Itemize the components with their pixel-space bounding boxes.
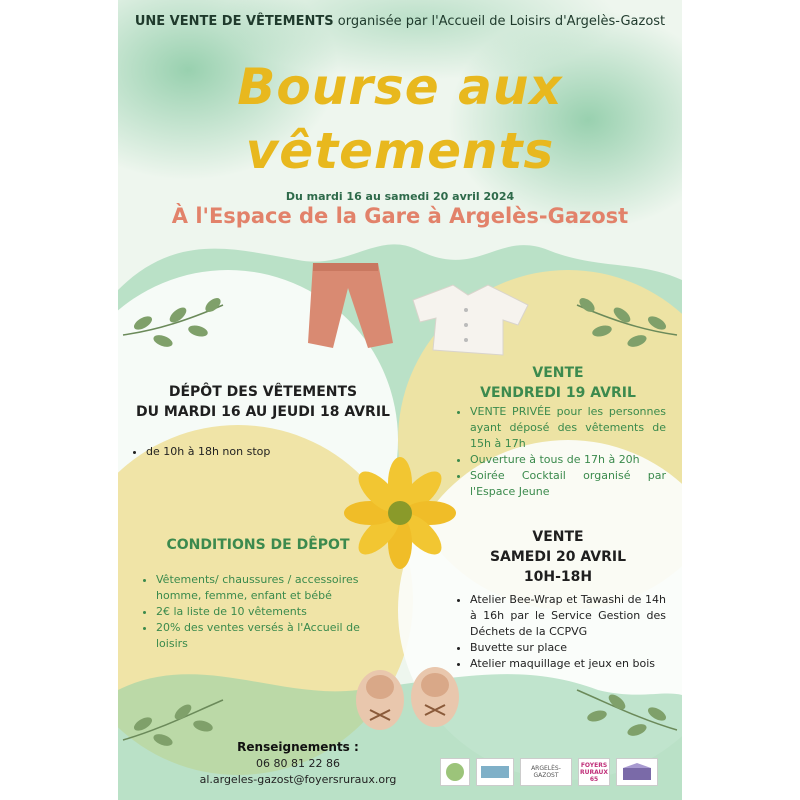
sunflower-illustration: [340, 455, 460, 575]
conditions-list: [142, 572, 372, 652]
partner-logo-argeles: ARGELÈS-GAZOST: [520, 758, 572, 786]
header-suffix: organisée par l'Accueil de Loisirs d'Argelès-Gazost: [337, 14, 666, 29]
baby-shoes-illustration: [350, 665, 465, 735]
depot-section: [128, 382, 398, 422]
event-place: À l'Espace de la Gare à Argelès-Gazost: [171, 204, 629, 228]
list-item: • VENTE PRIVÉE pour les personnes ayant déposé des vêtements de 15h à 17h: [470, 404, 666, 452]
list-item: • 20% des ventes versés à l'Accueil de loisirs: [156, 620, 372, 652]
list-item: • Atelier Bee-Wrap et Tawashi de 14h à 16h par le Service Gestion des Déchets de la CCPVG: [470, 592, 666, 640]
list-item: • Ouverture à tous de 17h à 20h: [470, 452, 666, 468]
partner-logo-2: [476, 758, 514, 786]
shirt-illustration: [408, 280, 533, 360]
vendredi-section: [443, 363, 673, 403]
contact-title: Renseignements :: [237, 740, 359, 754]
samedi-list: [456, 592, 666, 672]
header-line: [118, 14, 682, 29]
conditions-title: CONDITIONS DE DÊPOT: [166, 537, 350, 553]
header-prefix: UNE VENTE DE VÊTEMENTS: [134, 14, 334, 29]
partner-logo-5: [616, 758, 658, 786]
partner-logos: [440, 758, 670, 786]
contact-phone: 06 80 81 22 86: [256, 757, 340, 770]
list-item: • Buvette sur place: [470, 640, 666, 656]
leaf-branch-right-bottom: [572, 680, 682, 750]
list-item: • 2€ la liste de 10 vêtements: [156, 604, 372, 620]
leaf-branch-left-top: [118, 295, 228, 365]
depot-title-line-1: DÉPÔT DES VÊTEMENTS: [168, 384, 358, 400]
vendredi-list: [456, 404, 666, 500]
samedi-title-line-1: VENTE: [532, 529, 584, 545]
list-item: • Atelier maquillage et jeux en bois: [470, 656, 666, 672]
partner-logo-foyers-ruraux: FOYERS RURAUX 65: [578, 758, 610, 786]
pants-illustration: [298, 258, 398, 358]
partner-logo-1: [440, 758, 470, 786]
list-item: • Soirée Cocktail organisé par l'Espace Jeune: [470, 468, 666, 500]
leaf-branch-right-top: [572, 295, 682, 365]
event-dates: Du mardi 16 au samedi 20 avril 2024: [285, 190, 515, 203]
depot-title-line-2: DU MARDI 16 AU JEUDI 18 AVRIL: [136, 404, 390, 420]
title-line-2: vêtements: [245, 122, 555, 180]
title-line-1: Bourse aux: [237, 58, 563, 116]
poster: [118, 0, 682, 800]
samedi-title-line-2: SAMEDI 20 AVRIL: [489, 549, 627, 565]
samedi-section: [443, 527, 673, 587]
vendredi-title-line-2: VENDREDI 19 AVRIL: [480, 385, 636, 401]
contact-block: [178, 738, 418, 788]
list-item: • de 10h à 18h non stop: [146, 444, 372, 460]
vendredi-title-line-1: VENTE: [532, 365, 584, 381]
contact-email: al.argeles-gazost@foyersruraux.org: [199, 773, 397, 786]
samedi-title-line-3: 10H-18H: [523, 569, 593, 585]
depot-list: [132, 444, 372, 460]
list-item: • Vêtements/ chaussures / accessoires homme, femme, enfant et bébé: [156, 572, 372, 604]
